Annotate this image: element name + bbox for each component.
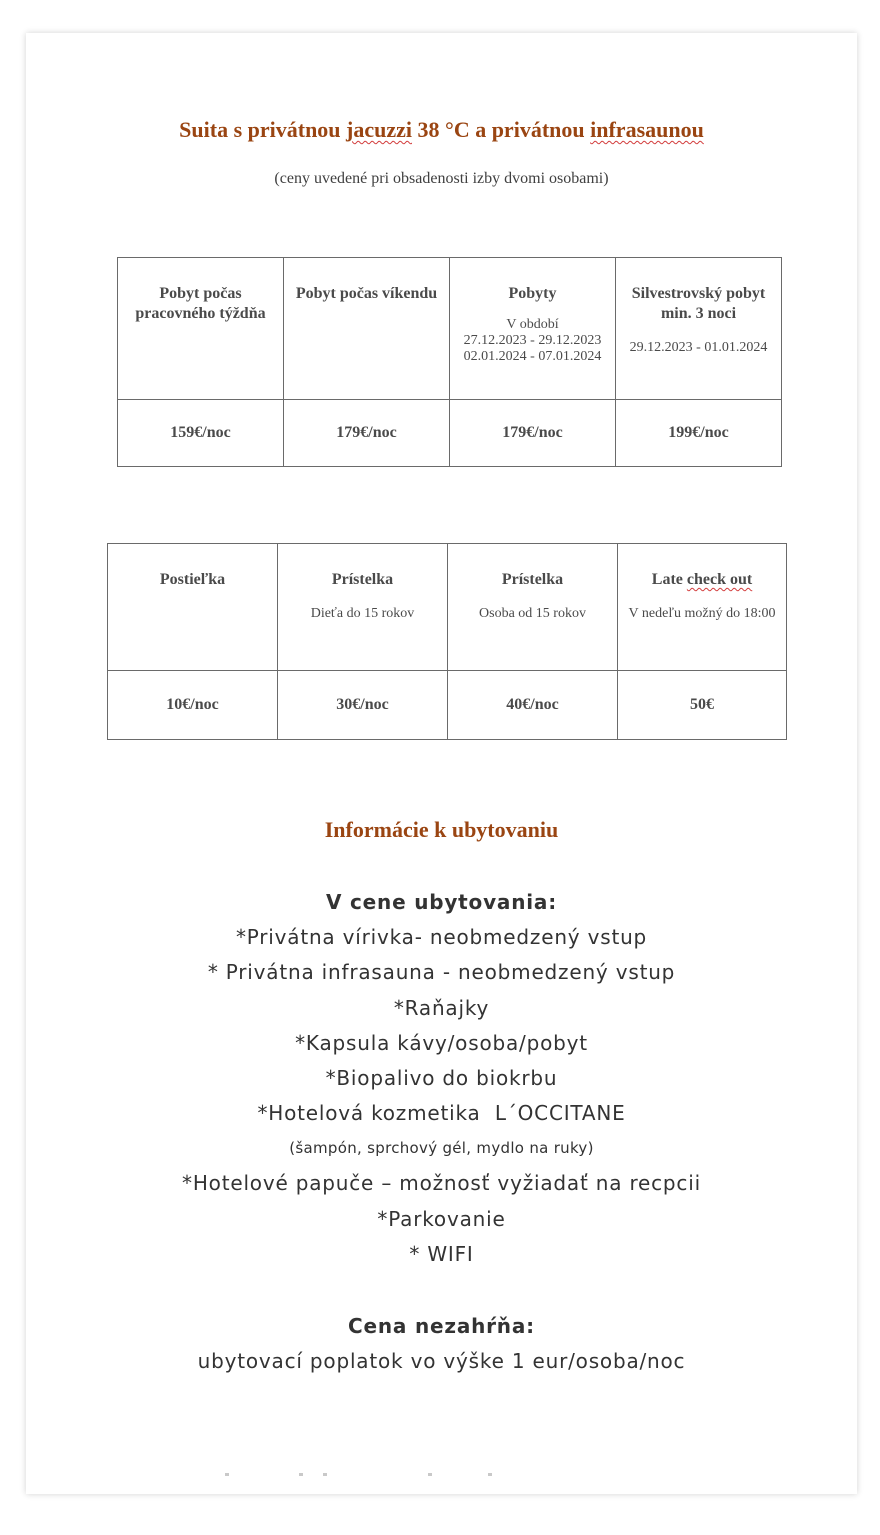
period-range: 29.12.2023 - 01.01.2024	[629, 340, 768, 355]
table-cell	[616, 400, 782, 467]
price-value: 30€/noc	[336, 696, 389, 713]
title-part: 38 °C a privátnou	[412, 117, 591, 142]
heading-part-check-out: check out	[686, 571, 753, 588]
cosmetics-note: (šampón, sprchový gél, mydlo na ruky)	[289, 1139, 594, 1158]
table-cell	[118, 258, 284, 400]
cut-off-text-fragment	[488, 1473, 492, 1476]
cut-off-text-fragment	[225, 1473, 229, 1476]
price-value: 199€/noc	[668, 424, 729, 441]
table-cell	[618, 544, 787, 671]
period-range: 02.01.2024 - 07.01.2024	[463, 349, 602, 364]
document-page	[26, 33, 857, 1494]
table-cell	[618, 671, 787, 740]
page-title	[26, 117, 857, 143]
price-value: 179€/noc	[336, 424, 397, 441]
table-cell	[108, 544, 278, 671]
cut-off-text-fragment	[323, 1473, 327, 1476]
table-cell	[278, 671, 448, 740]
cut-off-text-fragment	[428, 1473, 432, 1476]
table-cell	[450, 400, 616, 467]
column-heading: Prístelka	[331, 571, 394, 588]
room-price-table	[117, 257, 782, 467]
included-heading: V cene ubytovania:	[325, 890, 558, 914]
list-item: *Parkovanie	[377, 1206, 506, 1231]
column-heading: Prístelka	[501, 571, 564, 588]
table-cell	[616, 258, 782, 400]
price-value: 159€/noc	[170, 424, 231, 441]
column-heading: Pobyt počas pracovného týždňa	[135, 285, 266, 322]
table-cell	[448, 671, 618, 740]
price-value: 50€	[690, 696, 714, 713]
table-cell	[284, 400, 450, 467]
title-word-jacuzzi: jacuzzi	[346, 117, 413, 142]
table-row	[108, 671, 787, 740]
column-heading: Postieľka	[159, 571, 226, 588]
excluded-text: ubytovací poplatok vo výške 1 eur/osoba/noc	[197, 1349, 686, 1374]
column-note: V nedeľu možný do 18:00	[628, 606, 776, 621]
column-note: Osoba od 15 rokov	[479, 606, 586, 621]
info-title: Informácie k ubytovaniu	[324, 817, 559, 842]
period-range: 27.12.2023 - 29.12.2023	[463, 333, 602, 348]
table-cell	[118, 400, 284, 467]
column-note: Dieťa do 15 rokov	[310, 606, 415, 621]
price-value: 10€/noc	[166, 696, 219, 713]
table-cell	[284, 258, 450, 400]
list-item: *Hotelové papuče – možnosť vyžiadať na recpcii	[182, 1171, 701, 1196]
table-cell	[450, 258, 616, 400]
extras-price-table	[107, 543, 787, 740]
title-word-infrasaunou: infrasaunou	[590, 117, 704, 142]
list-item: *Kapsula kávy/osoba/pobyt	[295, 1030, 588, 1055]
cut-off-text-fragment	[299, 1473, 303, 1476]
table-row	[118, 400, 782, 467]
table-row	[118, 258, 782, 400]
excluded-heading: Cena nezahŕňa:	[348, 1314, 535, 1339]
table-cell	[108, 671, 278, 740]
list-item: *Raňajky	[393, 995, 490, 1020]
period-label: V období	[506, 317, 559, 332]
table-cell	[278, 544, 448, 671]
column-heading: Pobyt počas víkendu	[295, 285, 438, 302]
list-item: *Biopalivo do biokrbu	[325, 1066, 558, 1091]
spacer	[26, 1272, 857, 1309]
table-cell	[448, 544, 618, 671]
price-value: 179€/noc	[502, 424, 563, 441]
title-part: Suita s privátnou	[179, 117, 347, 142]
column-heading: Pobyty	[508, 285, 557, 302]
list-item: * Privátna infrasauna - neobmedzený vstup	[207, 960, 676, 985]
accommodation-info	[26, 885, 857, 1379]
list-item: *Hotelová kozmetika L´OCCITANE	[257, 1101, 626, 1126]
price-value: 40€/noc	[506, 696, 559, 713]
list-item: * WIFI	[409, 1241, 474, 1266]
column-heading	[622, 570, 782, 590]
list-item: *Privátna vírivka- neobmedzený vstup	[235, 925, 648, 950]
column-heading: Silvestrovský pobyt min. 3 noci	[631, 285, 766, 322]
page-subtitle: (ceny uvedené pri obsadenosti izby dvomi osobami)	[274, 170, 609, 187]
heading-part: Late	[651, 571, 687, 588]
table-row	[108, 544, 787, 671]
